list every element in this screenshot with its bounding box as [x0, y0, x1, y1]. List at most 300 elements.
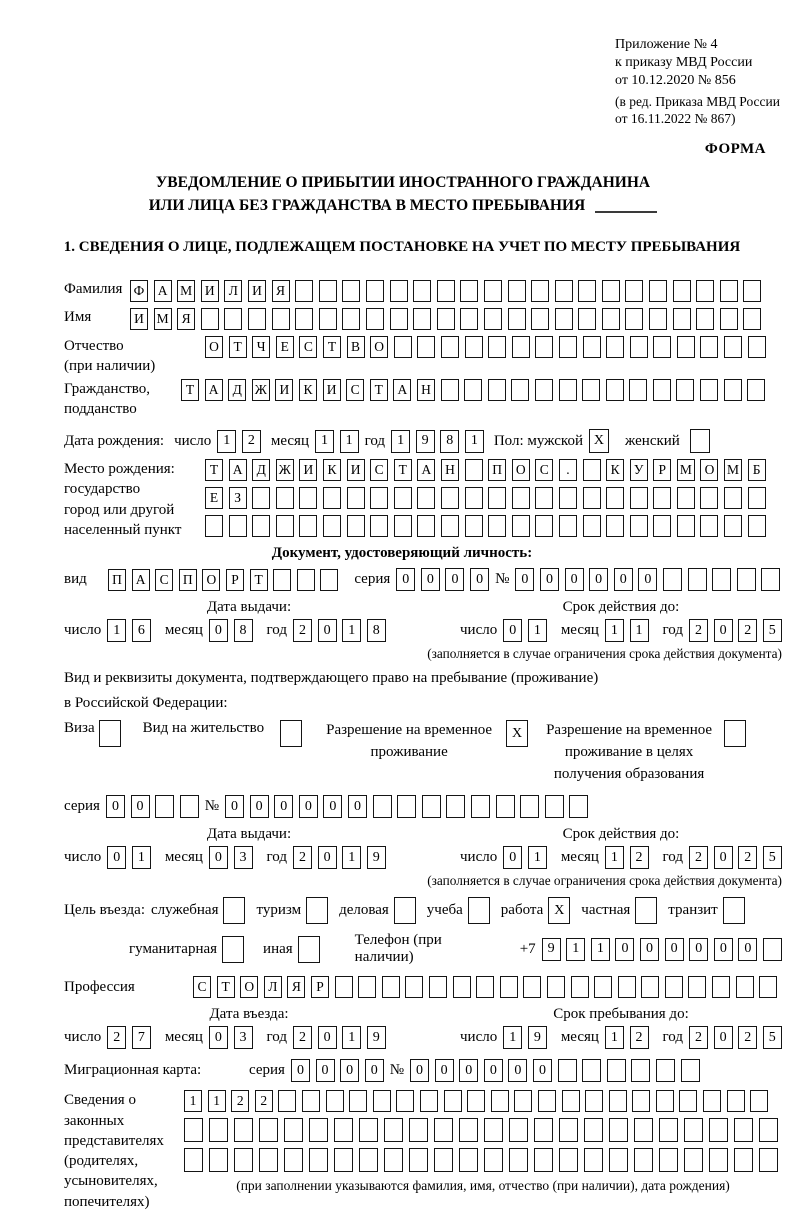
- char-cell[interactable]: [696, 280, 714, 302]
- char-cell[interactable]: [720, 280, 738, 302]
- char-cell[interactable]: [500, 976, 518, 998]
- char-cell[interactable]: [538, 1090, 556, 1112]
- char-cell[interactable]: Ф: [130, 280, 148, 302]
- char-cell[interactable]: [512, 487, 530, 509]
- char-cell[interactable]: [234, 1148, 253, 1172]
- char-cell[interactable]: О: [700, 459, 718, 481]
- char-cell[interactable]: 0: [665, 938, 684, 961]
- char-cell[interactable]: [509, 1118, 528, 1142]
- char-cell[interactable]: [373, 1090, 391, 1112]
- char-cell[interactable]: 0: [323, 795, 342, 818]
- char-cell[interactable]: [434, 1148, 453, 1172]
- char-cell[interactable]: К: [323, 459, 341, 481]
- checkbox-cell[interactable]: X: [548, 897, 570, 924]
- char-cell[interactable]: С: [346, 379, 364, 401]
- char-cell[interactable]: [630, 487, 648, 509]
- char-cell[interactable]: [297, 569, 315, 591]
- char-cell[interactable]: 2: [738, 846, 757, 869]
- char-cell[interactable]: [484, 280, 502, 302]
- char-cell[interactable]: [630, 336, 648, 358]
- char-cell[interactable]: [509, 1148, 528, 1172]
- char-cell[interactable]: .: [559, 459, 577, 481]
- char-cell[interactable]: [441, 336, 459, 358]
- char-cell[interactable]: [359, 1118, 378, 1142]
- char-cell[interactable]: [358, 976, 376, 998]
- char-cell[interactable]: 0: [410, 1059, 429, 1082]
- char-cell[interactable]: [618, 976, 636, 998]
- char-cell[interactable]: [155, 795, 174, 818]
- option-checkbox[interactable]: [298, 936, 320, 963]
- char-cell[interactable]: [761, 568, 780, 591]
- char-cell[interactable]: [284, 1148, 303, 1172]
- char-cell[interactable]: [422, 795, 441, 818]
- char-cell[interactable]: [390, 280, 408, 302]
- char-cell[interactable]: [688, 976, 706, 998]
- char-cell[interactable]: [583, 487, 601, 509]
- char-cell[interactable]: [653, 487, 671, 509]
- char-cell[interactable]: 0: [508, 1059, 527, 1082]
- char-cell[interactable]: 1: [465, 430, 484, 453]
- checkbox-cell[interactable]: [306, 897, 328, 924]
- char-cell[interactable]: [309, 1118, 328, 1142]
- char-cell[interactable]: [748, 336, 766, 358]
- char-cell[interactable]: [295, 308, 313, 330]
- char-cell[interactable]: [180, 795, 199, 818]
- char-cell[interactable]: [736, 976, 754, 998]
- char-cell[interactable]: [209, 1118, 228, 1142]
- char-cell[interactable]: 0: [209, 1026, 228, 1049]
- checkbox-cell[interactable]: X: [506, 720, 528, 747]
- char-cell[interactable]: [523, 976, 541, 998]
- char-cell[interactable]: [531, 308, 549, 330]
- char-cell[interactable]: [248, 308, 266, 330]
- char-cell[interactable]: [676, 379, 694, 401]
- temp-residence-edu-checkbox[interactable]: [724, 720, 746, 747]
- char-cell[interactable]: [700, 515, 718, 537]
- char-cell[interactable]: [734, 1118, 753, 1142]
- temp-residence-checkbox[interactable]: [506, 720, 528, 747]
- char-cell[interactable]: 0: [209, 846, 228, 869]
- char-cell[interactable]: [629, 379, 647, 401]
- option-checkbox[interactable]: [223, 897, 245, 924]
- char-cell[interactable]: [347, 487, 365, 509]
- char-cell[interactable]: [434, 1118, 453, 1142]
- char-cell[interactable]: [632, 1090, 650, 1112]
- char-cell[interactable]: [578, 280, 596, 302]
- char-cell[interactable]: [409, 1148, 428, 1172]
- checkbox-cell[interactable]: [724, 720, 746, 747]
- char-cell[interactable]: [743, 280, 761, 302]
- char-cell[interactable]: [234, 1118, 253, 1142]
- char-cell[interactable]: [437, 280, 455, 302]
- char-cell[interactable]: [460, 280, 478, 302]
- char-cell[interactable]: 9: [367, 846, 386, 869]
- char-cell[interactable]: [677, 487, 695, 509]
- char-cell[interactable]: О: [202, 569, 220, 591]
- char-cell[interactable]: 1: [217, 430, 236, 453]
- char-cell[interactable]: [459, 1118, 478, 1142]
- char-cell[interactable]: [737, 568, 756, 591]
- char-cell[interactable]: [578, 308, 596, 330]
- char-cell[interactable]: [634, 1148, 653, 1172]
- char-cell[interactable]: А: [154, 280, 172, 302]
- char-cell[interactable]: [366, 308, 384, 330]
- char-cell[interactable]: [396, 1090, 414, 1112]
- char-cell[interactable]: [488, 515, 506, 537]
- char-cell[interactable]: 2: [293, 619, 312, 642]
- char-cell[interactable]: [584, 1148, 603, 1172]
- char-cell[interactable]: [326, 1090, 344, 1112]
- char-cell[interactable]: П: [108, 569, 126, 591]
- char-cell[interactable]: И: [275, 379, 293, 401]
- checkbox-cell[interactable]: [99, 720, 121, 747]
- char-cell[interactable]: 8: [367, 619, 386, 642]
- char-cell[interactable]: [394, 487, 412, 509]
- char-cell[interactable]: [441, 379, 459, 401]
- char-cell[interactable]: [606, 515, 624, 537]
- char-cell[interactable]: [278, 1090, 296, 1112]
- char-cell[interactable]: 0: [299, 795, 318, 818]
- char-cell[interactable]: [488, 336, 506, 358]
- char-cell[interactable]: [347, 515, 365, 537]
- char-cell[interactable]: [759, 976, 777, 998]
- char-cell[interactable]: [582, 379, 600, 401]
- char-cell[interactable]: [444, 1090, 462, 1112]
- char-cell[interactable]: 2: [293, 1026, 312, 1049]
- char-cell[interactable]: [302, 1090, 320, 1112]
- char-cell[interactable]: 1: [528, 846, 547, 869]
- char-cell[interactable]: 1: [107, 619, 126, 642]
- char-cell[interactable]: [649, 280, 667, 302]
- char-cell[interactable]: 3: [234, 1026, 253, 1049]
- char-cell[interactable]: [665, 976, 683, 998]
- char-cell[interactable]: 0: [689, 938, 708, 961]
- char-cell[interactable]: [583, 336, 601, 358]
- char-cell[interactable]: 5: [763, 619, 782, 642]
- char-cell[interactable]: [659, 1118, 678, 1142]
- char-cell[interactable]: [488, 379, 506, 401]
- char-cell[interactable]: [382, 976, 400, 998]
- char-cell[interactable]: [656, 1059, 675, 1082]
- char-cell[interactable]: 1: [342, 619, 361, 642]
- char-cell[interactable]: [520, 795, 539, 818]
- char-cell[interactable]: [535, 379, 553, 401]
- char-cell[interactable]: 2: [630, 846, 649, 869]
- char-cell[interactable]: 0: [470, 568, 489, 591]
- char-cell[interactable]: Л: [264, 976, 282, 998]
- char-cell[interactable]: И: [323, 379, 341, 401]
- char-cell[interactable]: 1: [605, 846, 624, 869]
- char-cell[interactable]: 0: [714, 1026, 733, 1049]
- char-cell[interactable]: 1: [591, 938, 610, 961]
- checkbox-cell[interactable]: [635, 897, 657, 924]
- char-cell[interactable]: 0: [503, 619, 522, 642]
- checkbox-cell[interactable]: [298, 936, 320, 963]
- char-cell[interactable]: [464, 379, 482, 401]
- char-cell[interactable]: [559, 1118, 578, 1142]
- char-cell[interactable]: [334, 1148, 353, 1172]
- char-cell[interactable]: [276, 515, 294, 537]
- female-checkbox[interactable]: [690, 429, 710, 453]
- char-cell[interactable]: 0: [533, 1059, 552, 1082]
- char-cell[interactable]: [335, 976, 353, 998]
- char-cell[interactable]: 3: [234, 846, 253, 869]
- char-cell[interactable]: 0: [589, 568, 608, 591]
- char-cell[interactable]: 0: [318, 619, 337, 642]
- char-cell[interactable]: К: [299, 379, 317, 401]
- char-cell[interactable]: 0: [540, 568, 559, 591]
- char-cell[interactable]: [319, 280, 337, 302]
- char-cell[interactable]: [677, 336, 695, 358]
- char-cell[interactable]: [319, 308, 337, 330]
- char-cell[interactable]: [653, 336, 671, 358]
- char-cell[interactable]: [656, 1090, 674, 1112]
- char-cell[interactable]: 0: [445, 568, 464, 591]
- char-cell[interactable]: [630, 515, 648, 537]
- char-cell[interactable]: Я: [272, 280, 290, 302]
- char-cell[interactable]: [677, 515, 695, 537]
- char-cell[interactable]: 0: [348, 795, 367, 818]
- char-cell[interactable]: [583, 459, 601, 481]
- char-cell[interactable]: [323, 487, 341, 509]
- char-cell[interactable]: П: [488, 459, 506, 481]
- char-cell[interactable]: Ж: [252, 379, 270, 401]
- char-cell[interactable]: 0: [209, 619, 228, 642]
- char-cell[interactable]: Т: [229, 336, 247, 358]
- char-cell[interactable]: [441, 515, 459, 537]
- char-cell[interactable]: [511, 379, 529, 401]
- char-cell[interactable]: [712, 568, 731, 591]
- char-cell[interactable]: [397, 795, 416, 818]
- char-cell[interactable]: 1: [342, 1026, 361, 1049]
- char-cell[interactable]: 1: [208, 1090, 226, 1112]
- char-cell[interactable]: Я: [287, 976, 305, 998]
- char-cell[interactable]: [184, 1148, 203, 1172]
- char-cell[interactable]: [606, 336, 624, 358]
- char-cell[interactable]: 1: [605, 1026, 624, 1049]
- char-cell[interactable]: 0: [106, 795, 125, 818]
- char-cell[interactable]: [673, 308, 691, 330]
- char-cell[interactable]: 2: [738, 619, 757, 642]
- char-cell[interactable]: [606, 379, 624, 401]
- char-cell[interactable]: 1: [340, 430, 359, 453]
- char-cell[interactable]: 5: [763, 846, 782, 869]
- char-cell[interactable]: М: [677, 459, 695, 481]
- char-cell[interactable]: [748, 515, 766, 537]
- char-cell[interactable]: Т: [217, 976, 235, 998]
- char-cell[interactable]: И: [248, 280, 266, 302]
- char-cell[interactable]: [359, 1148, 378, 1172]
- char-cell[interactable]: [531, 280, 549, 302]
- checkbox-cell[interactable]: [690, 429, 710, 453]
- char-cell[interactable]: [417, 487, 435, 509]
- char-cell[interactable]: 1: [630, 619, 649, 642]
- char-cell[interactable]: [584, 1118, 603, 1142]
- char-cell[interactable]: [284, 1118, 303, 1142]
- char-cell[interactable]: Д: [228, 379, 246, 401]
- char-cell[interactable]: [641, 976, 659, 998]
- char-cell[interactable]: И: [347, 459, 365, 481]
- char-cell[interactable]: [569, 795, 588, 818]
- char-cell[interactable]: 2: [738, 1026, 757, 1049]
- char-cell[interactable]: [709, 1118, 728, 1142]
- char-cell[interactable]: [488, 487, 506, 509]
- char-cell[interactable]: [673, 280, 691, 302]
- char-cell[interactable]: [748, 487, 766, 509]
- char-cell[interactable]: О: [370, 336, 388, 358]
- char-cell[interactable]: [496, 795, 515, 818]
- char-cell[interactable]: 2: [689, 846, 708, 869]
- char-cell[interactable]: 9: [367, 1026, 386, 1049]
- char-cell[interactable]: [609, 1090, 627, 1112]
- char-cell[interactable]: 0: [515, 568, 534, 591]
- checkbox-cell[interactable]: [280, 720, 302, 747]
- char-cell[interactable]: 0: [421, 568, 440, 591]
- char-cell[interactable]: 0: [131, 795, 150, 818]
- checkbox-cell[interactable]: [223, 897, 245, 924]
- char-cell[interactable]: [720, 308, 738, 330]
- char-cell[interactable]: [582, 1059, 601, 1082]
- option-checkbox[interactable]: [306, 897, 328, 924]
- char-cell[interactable]: 2: [689, 1026, 708, 1049]
- char-cell[interactable]: С: [193, 976, 211, 998]
- char-cell[interactable]: [409, 1118, 428, 1142]
- char-cell[interactable]: 1: [342, 846, 361, 869]
- char-cell[interactable]: [625, 308, 643, 330]
- option-checkbox[interactable]: [635, 897, 657, 924]
- char-cell[interactable]: [512, 515, 530, 537]
- visa-checkbox[interactable]: [99, 720, 121, 747]
- char-cell[interactable]: [609, 1148, 628, 1172]
- char-cell[interactable]: Н: [441, 459, 459, 481]
- char-cell[interactable]: [272, 308, 290, 330]
- char-cell[interactable]: [465, 336, 483, 358]
- char-cell[interactable]: 8: [234, 619, 253, 642]
- char-cell[interactable]: [547, 976, 565, 998]
- char-cell[interactable]: [309, 1148, 328, 1172]
- char-cell[interactable]: 0: [225, 795, 244, 818]
- char-cell[interactable]: [724, 487, 742, 509]
- char-cell[interactable]: В: [347, 336, 365, 358]
- checkbox-cell[interactable]: [222, 936, 244, 963]
- char-cell[interactable]: 9: [542, 938, 561, 961]
- char-cell[interactable]: 2: [255, 1090, 273, 1112]
- option-checkbox[interactable]: [394, 897, 416, 924]
- char-cell[interactable]: Ч: [252, 336, 270, 358]
- char-cell[interactable]: И: [299, 459, 317, 481]
- char-cell[interactable]: [681, 1059, 700, 1082]
- char-cell[interactable]: [514, 1090, 532, 1112]
- char-cell[interactable]: [320, 569, 338, 591]
- char-cell[interactable]: [491, 1090, 509, 1112]
- char-cell[interactable]: 6: [132, 619, 151, 642]
- char-cell[interactable]: Е: [205, 487, 223, 509]
- char-cell[interactable]: С: [299, 336, 317, 358]
- char-cell[interactable]: 2: [107, 1026, 126, 1049]
- char-cell[interactable]: [484, 308, 502, 330]
- char-cell[interactable]: [252, 515, 270, 537]
- char-cell[interactable]: С: [370, 459, 388, 481]
- char-cell[interactable]: А: [132, 569, 150, 591]
- char-cell[interactable]: [453, 976, 471, 998]
- char-cell[interactable]: 0: [503, 846, 522, 869]
- char-cell[interactable]: [634, 1118, 653, 1142]
- char-cell[interactable]: 2: [630, 1026, 649, 1049]
- char-cell[interactable]: [679, 1090, 697, 1112]
- char-cell[interactable]: [663, 568, 682, 591]
- char-cell[interactable]: 0: [484, 1059, 503, 1082]
- char-cell[interactable]: 2: [242, 430, 261, 453]
- residence-permit-checkbox[interactable]: [280, 720, 302, 747]
- char-cell[interactable]: [583, 515, 601, 537]
- char-cell[interactable]: [405, 976, 423, 998]
- char-cell[interactable]: [224, 308, 242, 330]
- char-cell[interactable]: О: [240, 976, 258, 998]
- char-cell[interactable]: К: [606, 459, 624, 481]
- char-cell[interactable]: И: [201, 280, 219, 302]
- char-cell[interactable]: [484, 1118, 503, 1142]
- char-cell[interactable]: Р: [311, 976, 329, 998]
- char-cell[interactable]: [184, 1118, 203, 1142]
- char-cell[interactable]: 1: [315, 430, 334, 453]
- male-checkbox[interactable]: [589, 429, 609, 453]
- char-cell[interactable]: 1: [503, 1026, 522, 1049]
- char-cell[interactable]: 0: [565, 568, 584, 591]
- char-cell[interactable]: [606, 487, 624, 509]
- char-cell[interactable]: [295, 280, 313, 302]
- char-cell[interactable]: [342, 280, 360, 302]
- char-cell[interactable]: [631, 1059, 650, 1082]
- char-cell[interactable]: Т: [250, 569, 268, 591]
- char-cell[interactable]: [653, 515, 671, 537]
- char-cell[interactable]: 0: [435, 1059, 454, 1082]
- char-cell[interactable]: М: [724, 459, 742, 481]
- char-cell[interactable]: Б: [748, 459, 766, 481]
- char-cell[interactable]: [252, 487, 270, 509]
- char-cell[interactable]: [602, 280, 620, 302]
- char-cell[interactable]: Р: [226, 569, 244, 591]
- char-cell[interactable]: 1: [566, 938, 585, 961]
- char-cell[interactable]: 0: [396, 568, 415, 591]
- char-cell[interactable]: [201, 308, 219, 330]
- char-cell[interactable]: [759, 1148, 778, 1172]
- char-cell[interactable]: [535, 336, 553, 358]
- char-cell[interactable]: 9: [528, 1026, 547, 1049]
- char-cell[interactable]: [394, 336, 412, 358]
- char-cell[interactable]: [366, 280, 384, 302]
- checkbox-cell[interactable]: [468, 897, 490, 924]
- char-cell[interactable]: [465, 459, 483, 481]
- option-checkbox[interactable]: [723, 897, 745, 924]
- char-cell[interactable]: [465, 515, 483, 537]
- char-cell[interactable]: А: [229, 459, 247, 481]
- char-cell[interactable]: [700, 487, 718, 509]
- char-cell[interactable]: [555, 308, 573, 330]
- char-cell[interactable]: Д: [252, 459, 270, 481]
- char-cell[interactable]: Р: [653, 459, 671, 481]
- char-cell[interactable]: [349, 1090, 367, 1112]
- char-cell[interactable]: [535, 515, 553, 537]
- char-cell[interactable]: 0: [274, 795, 293, 818]
- checkbox-cell[interactable]: [723, 897, 745, 924]
- char-cell[interactable]: У: [630, 459, 648, 481]
- char-cell[interactable]: 1: [391, 430, 410, 453]
- char-cell[interactable]: [259, 1118, 278, 1142]
- char-cell[interactable]: 0: [318, 1026, 337, 1049]
- char-cell[interactable]: А: [205, 379, 223, 401]
- char-cell[interactable]: [724, 336, 742, 358]
- char-cell[interactable]: [534, 1118, 553, 1142]
